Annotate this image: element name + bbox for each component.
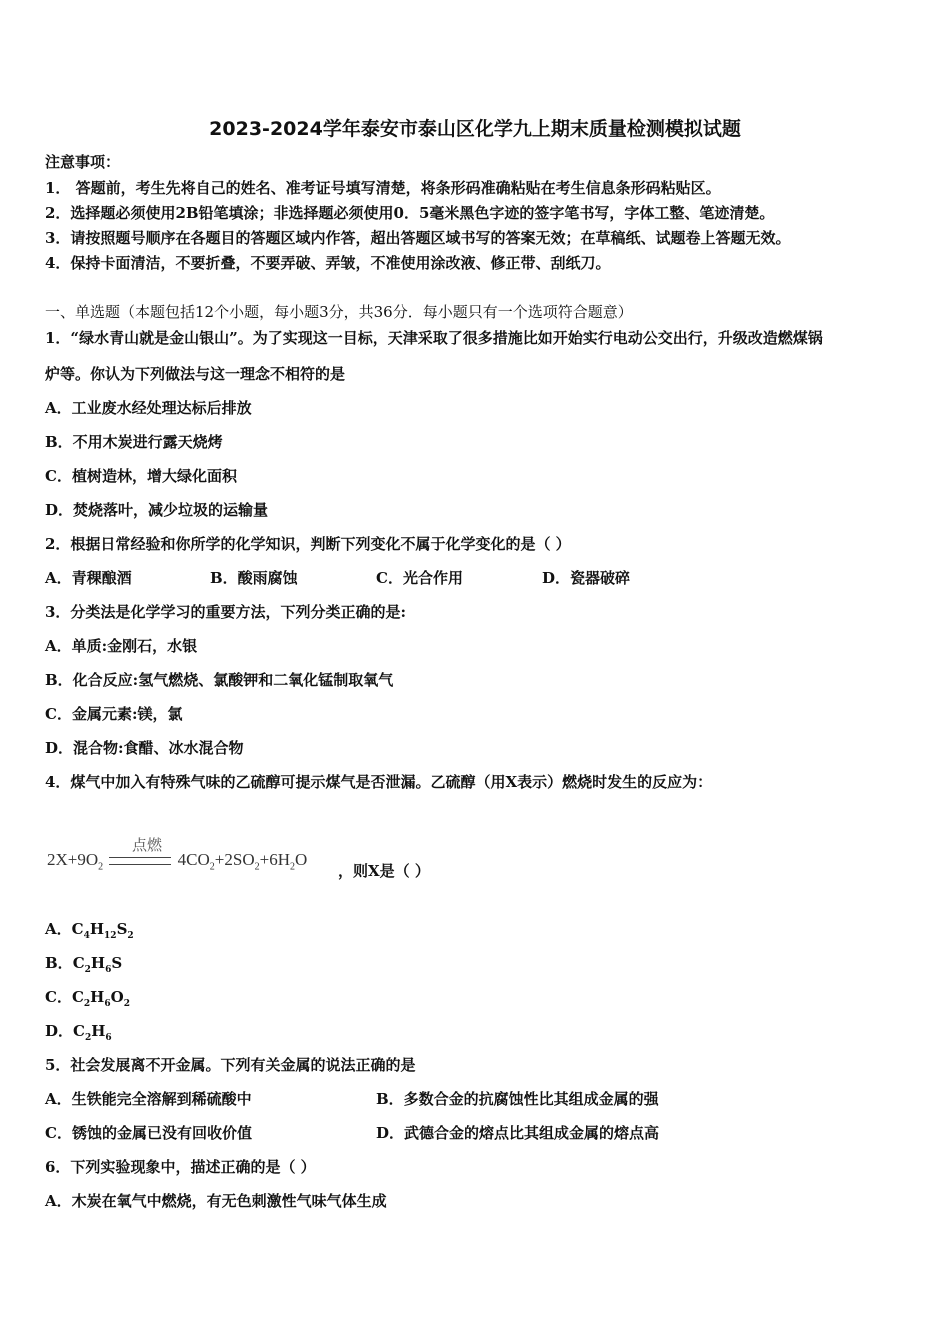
q1-option-a: A．工业废水经处理达标后排放 (45, 399, 252, 417)
q2-option-d: D．瓷器破碎 (542, 569, 631, 587)
notice-heading: 注意事项： (45, 153, 121, 171)
q1-option-b: B．不用木炭进行露天烧烤 (45, 433, 223, 451)
q1-stem-line1: 1．“绿水青山就是金山银山”。为了实现这一目标，天津采取了很多措施比如开始实行电动公交出行，升级改造燃煤锅 (45, 329, 823, 347)
q1-stem-line2: 炉等。你认为下列做法与这一理念不相符的是 (45, 365, 346, 383)
q4-question-tail: ，则X是（ ） (338, 862, 430, 880)
q3-option-d: D．混合物:食醋、冰水混合物 (45, 739, 244, 757)
q2-option-c: C．光合作用 (376, 569, 463, 587)
q6-option-a: A．木炭在氧气中燃烧，有无色刺激性气味气体生成 (45, 1192, 387, 1210)
q5-stem: 5．社会发展离不开金属。下列有关金属的说法正确的是 (45, 1056, 416, 1074)
equals-arrow (109, 857, 171, 865)
q5-option-d: D．武德合金的熔点比其组成金属的熔点高 (376, 1124, 660, 1142)
q4-stem: 4．煤气中加入有特殊气味的乙硫醇可提示煤气是否泄漏。乙硫醇（用X表示）燃烧时发生的反应为： (45, 773, 713, 791)
q5-option-b: B．多数合金的抗腐蚀性比其组成金属的强 (376, 1090, 659, 1108)
q1-option-d: D．焚烧落叶，减少垃圾的运输量 (45, 501, 269, 519)
q3-option-b: B．化合反应:氢气燃烧、氯酸钾和二氧化锰制取氧气 (45, 671, 394, 689)
q1-option-c: C．植树造林，增大绿化面积 (45, 467, 237, 485)
page-title: 2023-2024学年泰安市泰山区化学九上期末质量检测模拟试题 (209, 118, 741, 140)
q2-option-a: A．青稞酿酒 (45, 569, 132, 587)
q4-option-a: A．$C_4H_{12}S_2$ (45, 920, 134, 941)
q4-option-d: D．$C_2H_6$ (45, 1022, 112, 1043)
q4-option-c: C．$C_2H_6O_2$ (45, 988, 130, 1009)
q3-stem: 3．分类法是化学学习的重要方法，下列分类正确的是: (45, 603, 406, 621)
q3-option-a: A．单质:金刚石，水银 (45, 637, 198, 655)
q2-stem: 2．根据日常经验和你所学的化学知识，判断下列变化不属于化学变化的是（ ） (45, 535, 571, 553)
notice-item: 4．保持卡面清洁，不要折叠，不要弄破、弄皱，不准使用涂改液、修正带、刮纸刀。 (45, 254, 611, 272)
q6-stem: 6．下列实验现象中，描述正确的是（ ） (45, 1158, 316, 1176)
notice-item: 1． 答题前，考生先将自己的姓名、准考证号填写清楚，将条形码准确粘贴在考生信息条形码粘贴区。 (45, 179, 721, 197)
q3-option-c: C．金属元素:镁，氯 (45, 705, 183, 723)
notice-item: 2．选择题必须使用2B铅笔填涂；非选择题必须使用0．5毫米黑色字迹的签字笔书写，字体工整、笔迹清楚。 (45, 204, 775, 222)
q5-option-c: C．锈蚀的金属已没有回收价值 (45, 1124, 252, 1142)
q2-option-b: B．酸雨腐蚀 (210, 569, 298, 587)
q4-option-b: B．$C_2H_6S$ (45, 954, 123, 975)
section-heading: 一、单选题（本题包括12个小题，每小题3分，共36分．每小题只有一个选项符合题意） (45, 303, 633, 321)
q5-option-a: A．生铁能完全溶解到稀硫酸中 (45, 1090, 252, 1108)
reaction-condition: 点燃 (131, 838, 162, 854)
notice-item: 3．请按照题号顺序在各题目的答题区域内作答，超出答题区域书写的答案无效；在草稿纸、试题卷上答题无效。 (45, 229, 791, 247)
